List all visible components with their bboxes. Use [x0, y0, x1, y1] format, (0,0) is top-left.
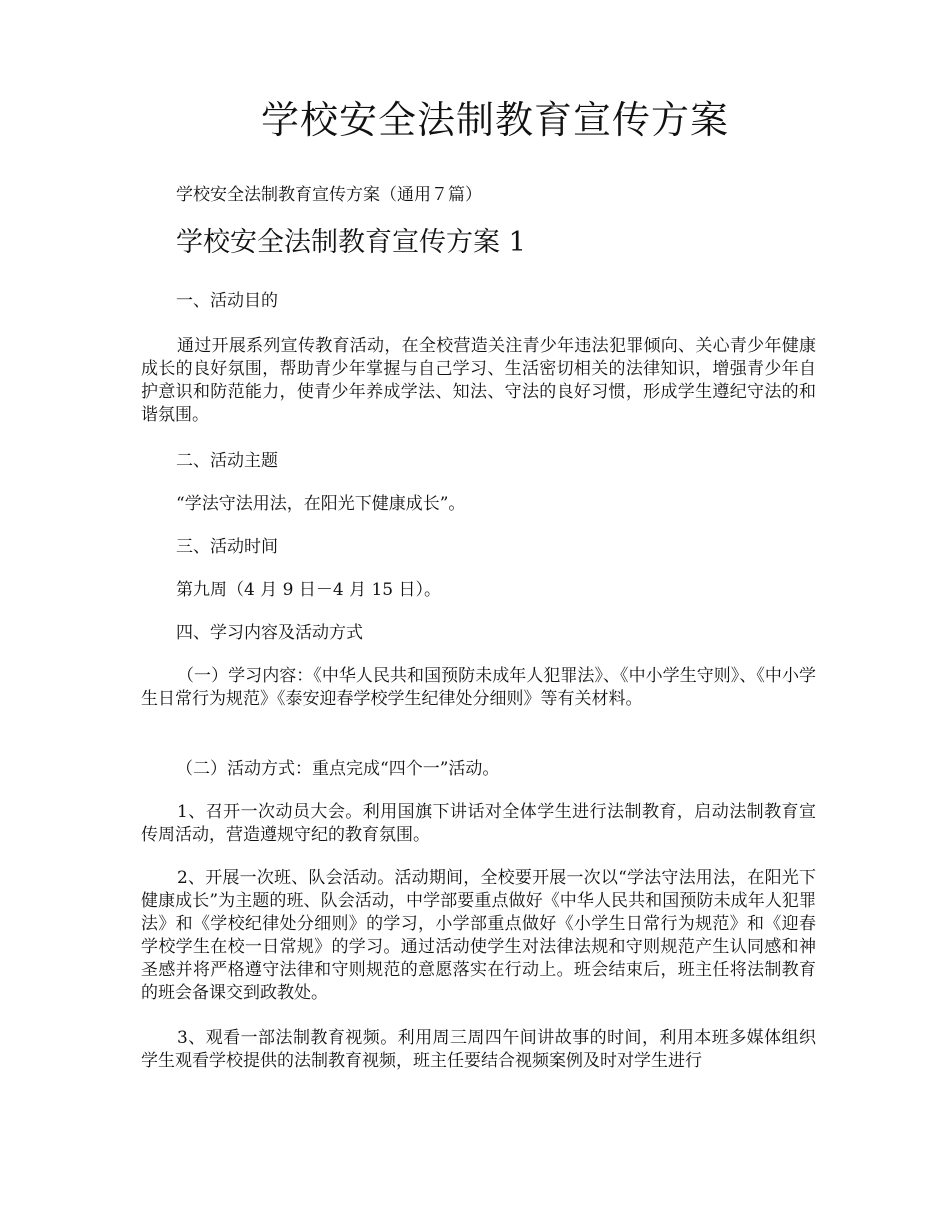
- document-subtitle: 学校安全法制教育宣传方案（通用７篇）: [176, 185, 482, 205]
- paragraph-method-3: 3、观看一部法制教育视频。利用周三周四午间讲故事的时间，利用本班多媒体组织学生观看学校提供的法制教育视频，班主任要结合视频案例及时对学生进行: [141, 1028, 816, 1071]
- heading-activity-time: 三、活动时间: [176, 537, 278, 557]
- paragraph-study-content: （一）学习内容：《中华人民共和国预防未成年人犯罪法》、《中小学生守则》、《中小学生日常行为规范》《泰安迎春学校学生纪律处分细则》等有关材料。: [141, 666, 816, 709]
- section-title: 学校安全法制教育宣传方案 1: [176, 227, 526, 258]
- paragraph-activity-methods: （二）活动方式：重点完成“四个一”活动。: [176, 759, 500, 779]
- paragraph-activity-purpose: 通过开展系列宣传教育活动，在全校营造关注青少年违法犯罪倾向、关心青少年健康成长的良好氛围，帮助青少年掌握与自己学习、生活密切相关的法律知识，增强青少年自护意识和防范能力，使青少年养成学法、知法、守法的良好习惯，形成学生遵纪守法的和谐氛围。: [141, 336, 816, 425]
- paragraph-activity-theme: “学法守法用法，在阳光下健康成长”。: [176, 494, 466, 514]
- document-title: 学校安全法制教育宣传方案: [260, 98, 729, 142]
- heading-activity-theme: 二、活动主题: [176, 451, 278, 471]
- paragraph-method-1: 1、召开一次动员大会。利用国旗下讲话对全体学生进行法制教育，启动法制教育宣传周活动，营造遵规守纪的教育氛围。: [141, 802, 816, 845]
- heading-activity-purpose: 一、活动目的: [176, 291, 278, 311]
- heading-study-content: 四、学习内容及活动方式: [176, 623, 363, 643]
- paragraph-method-2: 2、开展一次班、队会活动。活动期间，全校要开展一次以“学法守法用法，在阳光下健康成长”为主题的班、队会活动，中学部要重点做好《中华人民共和国预防未成年人犯罪法》和《学校纪律处分细则》的学习，小学部重点做好《小学生日常行为规范》和《迎春学校学生在校一日常规》的学习。通过活动使学生对法律法规和守则规范产生认同感和神圣感并将严格遵守法律和守则规范的意愿落实在行动上。班会结束后，班主任将法制教育的班会备课交到政教处。: [141, 868, 816, 1003]
- paragraph-activity-time: 第九周（4 月 9 日－4 月 15 日）。: [176, 580, 442, 600]
